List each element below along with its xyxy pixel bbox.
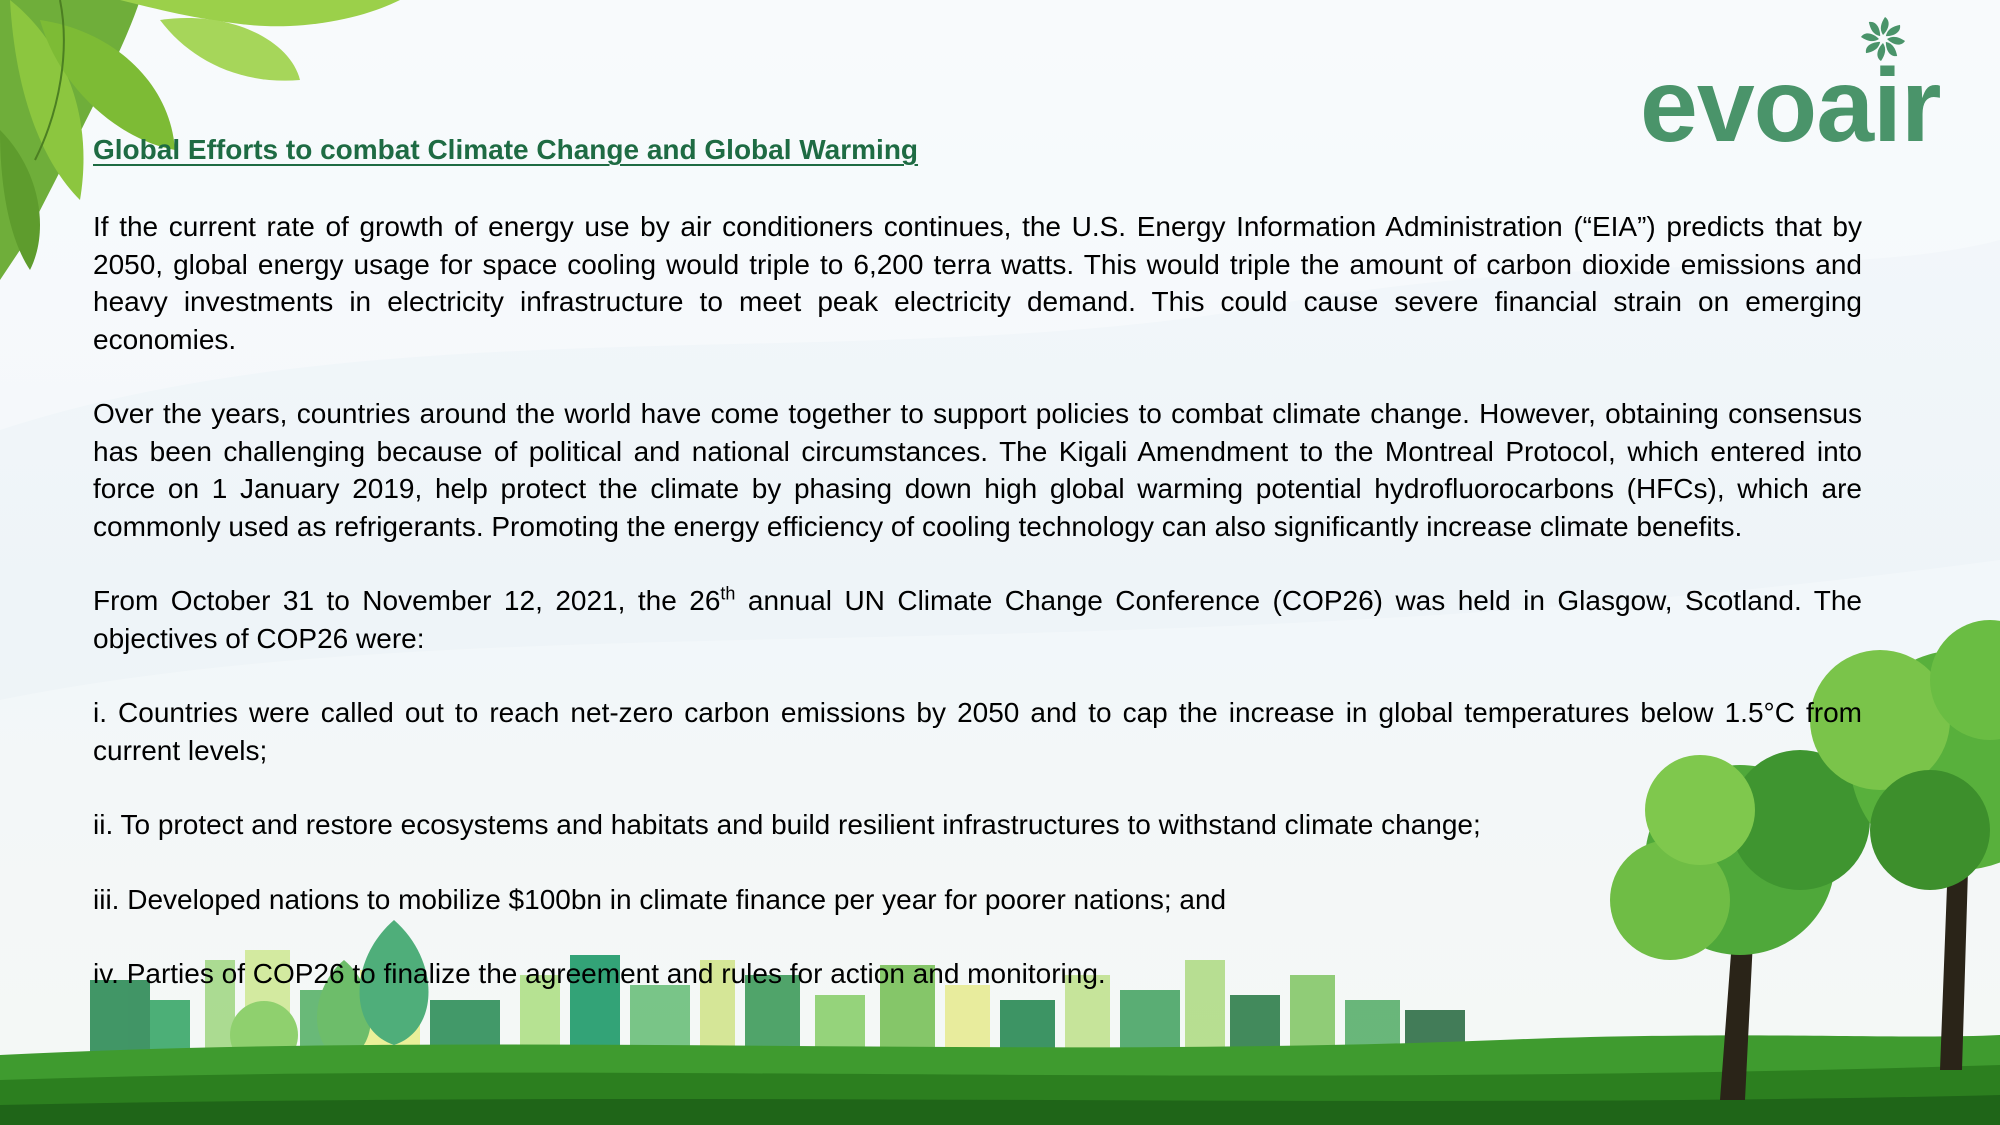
- document-title: Global Efforts to combat Climate Change and Global Warming: [93, 134, 919, 165]
- objective-item-2: ii. To protect and restore ecosystems and habitats and build resilient infrastructures to withstand climate change;: [93, 809, 1481, 840]
- cop26-text-start: From October 31 to November 12, 2021, the 26: [93, 585, 721, 616]
- logo-wordmark: evoair: [1640, 48, 1941, 164]
- paragraph-kigali: Over the years, countries around the world have come together to support policies to combat climate change. However, obtaining consensus has been challenging because of political and national circumstances. The Kigali Amendment to the Montreal Protocol, which entered into force on 1 January 2019, help protect the climate by phasing down high global warming potential hydrofluorocarbons (HFCs), which are commonly used as refrigerants. Promoting the energy efficiency of cooling technology can also significantly increase climate benefits.: [93, 398, 1862, 542]
- evoair-logo: [1640, 14, 1941, 164]
- cop26-text-end: annual UN Climate Change Conference (COP26) was held in Glasgow, Scotland. The objectives of COP26 were:: [93, 585, 1862, 654]
- paragraph-eia: If the current rate of growth of energy use by air conditioners continues, the U.S. Energy Information Administration (“EIA”) predicts that by 2050, global energy usage for space cooling would triple to 6,200 terra watts. This would triple the amount of carbon dioxide emissions and heavy investments in electricity infrastructure to meet peak electricity demand. This could cause severe financial strain on emerging economies.: [93, 211, 1862, 355]
- objective-item-1: i. Countries were called out to reach net-zero carbon emissions by 2050 and to cap the increase in global temperatures below 1.5°C from current levels;: [93, 697, 1862, 766]
- objective-item-3: iii. Developed nations to mobilize $100bn in climate finance per year for poorer nations; and: [93, 883, 1227, 915]
- objective-item-4: iv. Parties of COP26 to finalize the agreement and rules for action and monitoring.: [93, 958, 1106, 989]
- ordinal-suffix: th: [720, 583, 736, 604]
- document-body: [93, 130, 1862, 1030]
- paragraph-cop26: [93, 582, 1862, 657]
